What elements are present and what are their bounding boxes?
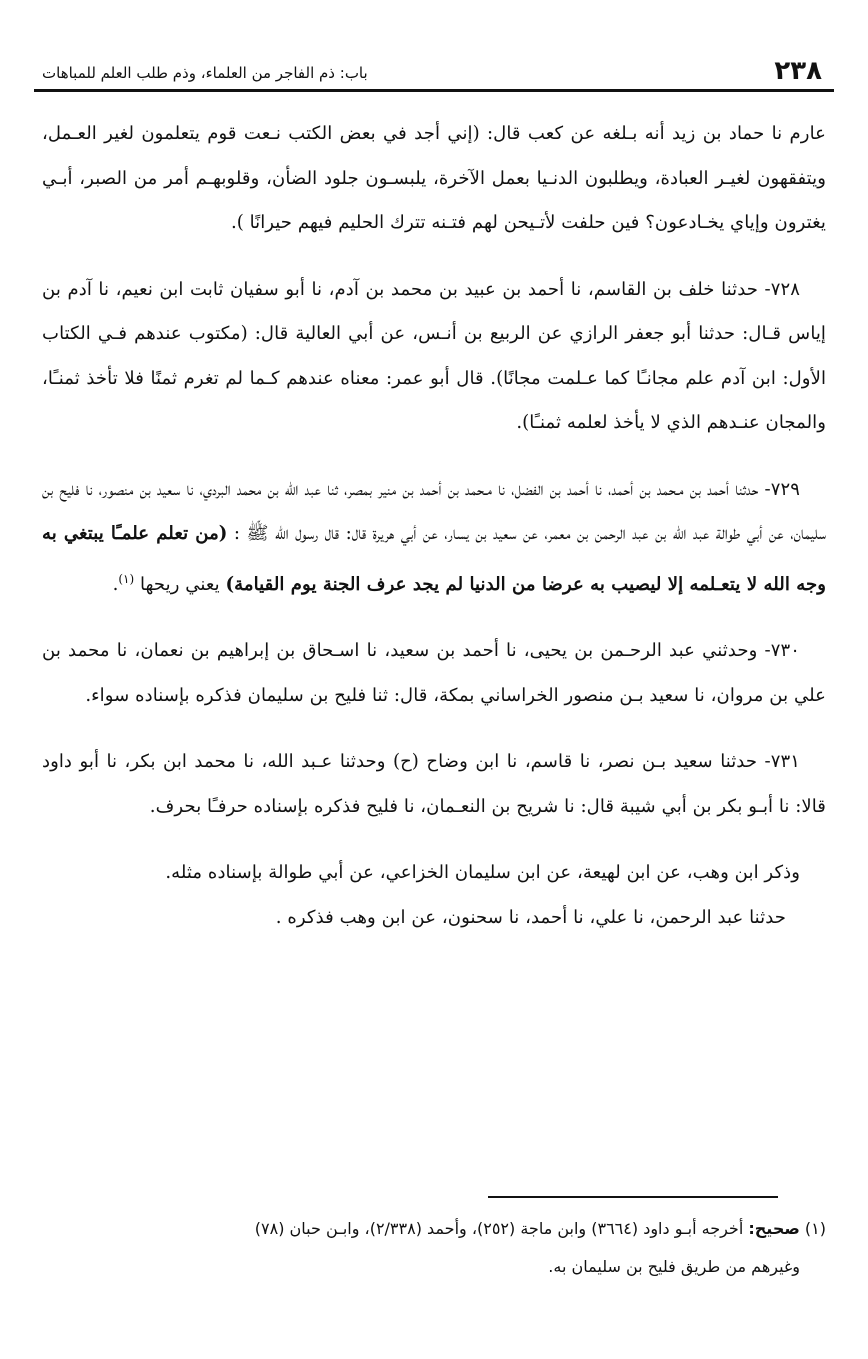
footnote-1 [42, 1210, 826, 1248]
page-number: ٢٣٨ [774, 56, 822, 86]
hadith-729 [42, 468, 826, 608]
header-divider [34, 89, 834, 92]
main-text [42, 112, 826, 954]
hadith-729-chain: ٧٢٩- حدثنا أحمد بن مـحمد بن أحمد، نا أحمد بن الفضل، نا مـحمد بن أحمد بن منير بمصر، ثنا عبد الله بن محمد البردي، نا سعيد بن منصور، نا فليح بن سليمان، عن أبي طوالة عبد الله بن عبد الرحمن بن معمر، عن سعيد بن يسار، عن أبي هريرة قال: قال رسول الله ﷺ : [42, 478, 826, 544]
narration-ibn-wahb: وذكر ابن وهب، عن ابن لهيعة، عن ابن سليمان الخزاعي، عن أبي طوالة بإسناده مثله. [165, 862, 800, 884]
footnotes [42, 1210, 826, 1286]
page-header [34, 52, 834, 92]
footnote-number: (١) [804, 1219, 826, 1238]
narration-abd-al-rahman: حدثنا عبد الرحمن، نا علي، نا أحمد، نا سحنون، عن ابن وهب فذكره . [275, 906, 786, 928]
footnote-1-continuation: وغيرهم من طريق فليح بن سليمان به. [548, 1257, 800, 1276]
paragraph-continuation: عارم نا حماد بن زيد أنه بـلغه عن كعب قال: (إني أجد في بعض الكتب نـعت قوم يتعلمون لغير العـمل، ويتفقهون لغيـر العبادة، ويطلبون الدنـيا بعمل الآخرة، يلبسـون جلود الضأن، وقلوبهـم أمر من الصبر، أبـي يغترون وإياي يخـادعون؟ فين حلفت لأتـيحن لهم فتـنه تترك الحليم فيهم حيرانًا ). [42, 123, 826, 233]
footnote-text: أخرجه أبـو داود (٣٦٦٤) وابن ماجة (٢٥٢)، وأحمد (٢/٣٣٨)، وابـن حبان (٧٨) [254, 1219, 749, 1238]
hadith-728: ٧٢٨- حدثنا خلف بن القاسم، نا أحمد بن عبيد بن محمد بن آدم، نا أبو سفيان ثابت ابن نعيم، نا آدم بن إياس قـال: حدثنا أبو جعفر الرازي عن الربيع بن أنـس، عن أبي العالية قال: (مكتوب عندهم فـي الكتاب الأول: ابن آدم علم مجانـًا كما عـلمت مجانًا). قال أبو عمر: معناه عندهم كـما لم تغرم ثمنًا فلا تأخذ ثمنـًا، والمجان عنـدهم الذي لا يأخذ لعلمه ثمنـًا). [42, 278, 827, 433]
hadith-729-end: . [112, 573, 119, 595]
hadith-731: ٧٣١- حدثنا سعيد بـن نصر، نا قاسم، نا ابن وضاح (ح) وحدثنا عـبد الله، نا محمد ابن بكر، نا أبو داود قالا: نا أبـو بكر بن أبي شيبة قال: نا شريح بن النعـمان، نا فليح فذكره بإسناده حرفـًا بحرف. [42, 751, 826, 817]
footnote-divider [488, 1196, 778, 1198]
running-title: باب: ذم الفاجر من العلماء، وذم طلب العلم للمباهات [42, 64, 368, 82]
footnote-reference: (١) [118, 571, 135, 586]
hadith-729-explanation: يعني ريحها [134, 573, 226, 595]
hadith-730: ٧٣٠- وحدثني عبد الرحـمن بن يحيى، نا أحمد بن سعيد، نا اسـحاق بن إبراهيم بن نعمان، نا محمد بن علي بن مروان، نا سعيد بـن منصور الخراساني بمكة، قال: ثنا فليح بن سليمان فذكره بإسناده سواء. [42, 640, 826, 706]
hadith-729-matn: (من تعلم علمـًا يبتغي به وجه الله لا يتعـلمه إلا ليصيب به عرضا من الدنيا لم يجد عرف الجنة يوم القيامة) [42, 523, 826, 595]
footnote-grade: صحيح: [748, 1219, 800, 1238]
